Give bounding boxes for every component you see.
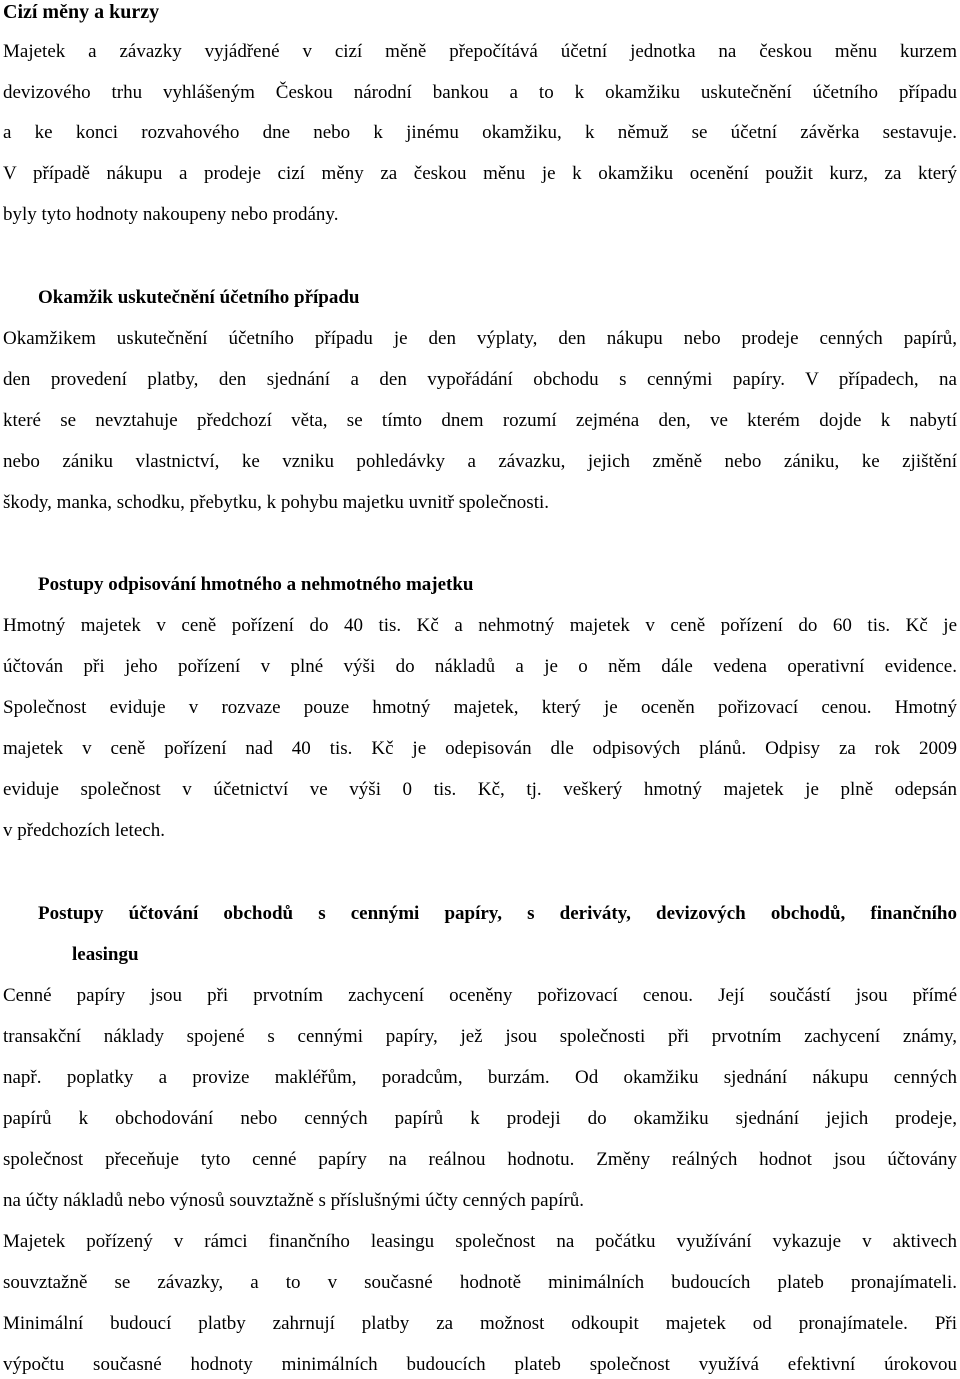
paragraph-line: papírů k obchodování nebo cenných papírů k prodeji do okamžiku sjednání jejich prodeje, [3, 1108, 957, 1129]
paragraph-line: byly tyto hodnoty nakoupeny nebo prodány. [3, 204, 339, 225]
paragraph-line: např. poplatky a provize makléřům, poradcům, burzám. Od okamžiku sjednání nákupu cenných [3, 1067, 957, 1088]
paragraph-line: majetek v ceně pořízení nad 40 tis. Kč je odepisován dle odpisových plánů. Odpisy za rok 2009 [3, 738, 957, 759]
paragraph-line: Hmotný majetek v ceně pořízení do 40 tis. Kč a nehmotný majetek v ceně pořízení do 60 tis. Kč je [3, 615, 957, 636]
paragraph-line: Cenné papíry jsou při prvotním zachycení oceněny pořizovací cenou. Její součástí jsou přímé [3, 985, 957, 1006]
paragraph-line: které se nevztahuje předchozí věta, se tímto dnem rozumí zejména den, ve kterém dojde k nabytí [3, 410, 957, 431]
paragraph-line: Společnost eviduje v rozvaze pouze hmotný majetek, který je oceněn pořizovací cenou. Hmotný [3, 697, 957, 718]
paragraph-line: eviduje společnost v účetnictví ve výši 0 tis. Kč, tj. veškerý hmotný majetek je plně odepsán [3, 779, 957, 800]
paragraph-line: účtován při jeho pořízení v plné výši do nákladů a je o něm dále vedena operativní evidence. [3, 656, 957, 677]
paragraph-line: nebo zániku vlastnictví, ke vzniku pohledávky a závazku, jejich změně nebo zániku, ke zjištění [3, 451, 957, 472]
section-heading-transaction-moment: Okamžik uskutečnění účetního případu [38, 287, 360, 308]
paragraph-line: Majetek pořízený v rámci finančního leasingu společnost na počátku využívání vykazuje v aktivech [3, 1231, 957, 1252]
section-heading-foreign-currencies: Cizí měny a kurzy [3, 1, 160, 23]
paragraph-line: škody, manka, schodku, přebytku, k pohybu majetku uvnitř společnosti. [3, 492, 549, 513]
paragraph-line: a ke konci rozvahového dne nebo k jinému okamžiku, k němuž se účetní závěrka sestavuje. [3, 122, 957, 143]
paragraph-line: devizového trhu vyhlášeným Českou národní bankou a to k okamžiku uskutečnění účetního případu [3, 82, 957, 103]
paragraph-line: souvztažně se závazky, a to v současné hodnotě minimálních budoucích plateb pronajímateli. [3, 1272, 957, 1293]
paragraph-line: Minimální budoucí platby zahrnují platby za možnost odkoupit majetek od pronajímatele. Při [3, 1313, 957, 1334]
paragraph-line: V případě nákupu a prodeje cizí měny za českou měnu je k okamžiku ocenění použit kurz, za který [3, 163, 957, 184]
section-heading-depreciation: Postupy odpisování hmotného a nehmotného majetku [38, 574, 474, 595]
paragraph-line: na účty nákladů nebo výnosů souvztažně s příslušnými účty cenných papírů. [3, 1190, 584, 1211]
section-heading-securities-leasing: Postupy účtování obchodů s cennými papíry, s deriváty, devizových obchodů, finančního [38, 903, 957, 924]
paragraph-line: Okamžikem uskutečnění účetního případu je den výplaty, den nákupu nebo prodeje cenných papírů, [3, 328, 957, 349]
paragraph-line: Majetek a závazky vyjádřené v cizí měně přepočítává účetní jednotka na českou měnu kurzem [3, 41, 957, 62]
paragraph-line: v předchozích letech. [3, 820, 165, 841]
paragraph-line: společnost přeceňuje tyto cenné papíry na reálnou hodnotu. Změny reálných hodnot jsou účtovány [3, 1149, 957, 1170]
paragraph-line: výpočtu současné hodnoty minimálních budoucích plateb společnost využívá efektivní úrokovou [3, 1354, 957, 1375]
paragraph-line: den provedení platby, den sjednání a den vypořádání obchodu s cennými papíry. V případech, na [3, 369, 957, 390]
section-heading-securities-leasing-continued: leasingu [72, 944, 139, 965]
paragraph-line: transakční náklady spojené s cennými papíry, jež jsou společnosti při prvotním zachycení známy, [3, 1026, 957, 1047]
